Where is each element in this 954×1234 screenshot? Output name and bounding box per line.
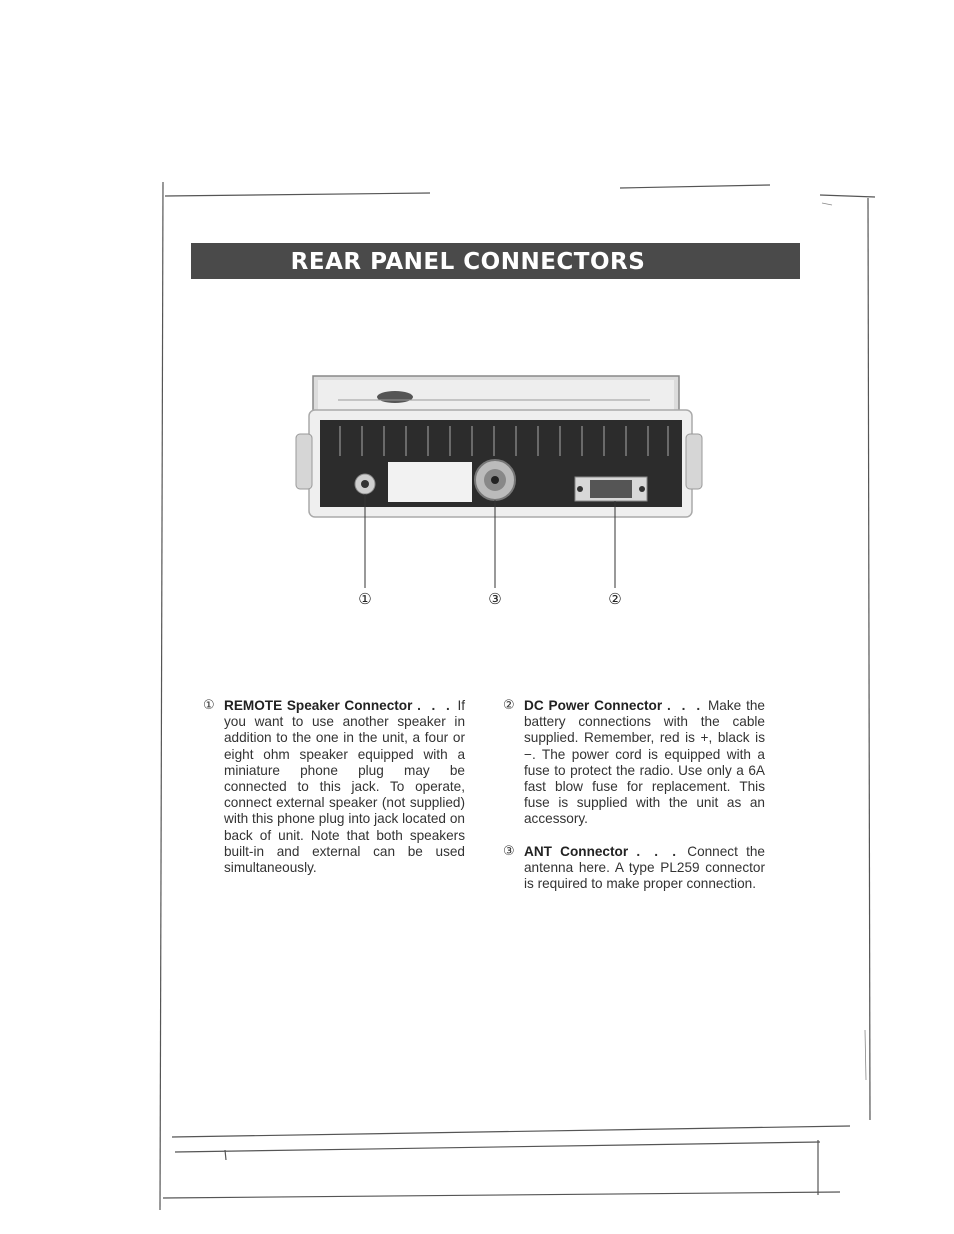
connector-item-dc-power [503, 698, 765, 828]
item-term: REMOTE Speaker Connector [224, 698, 413, 713]
connector-item-ant [503, 844, 765, 893]
left-column [203, 698, 465, 876]
item-leader-dots: . . . [417, 698, 453, 713]
item-description: Make the battery connections with the cable supplied. Remember, red is +, black is −. The power cord is equipped with a fuse to protect the radio. Use only a 6A fast blow fuse for replacement. This fuse is supplied with the unit as an accessory. [524, 698, 765, 827]
item-leader-dots: . . . [667, 698, 704, 713]
item-marker: ③ [503, 843, 515, 859]
item-leader-dots: . . . [636, 843, 680, 859]
callout-2: ② [608, 590, 622, 608]
callout-1: ① [358, 590, 372, 608]
item-marker: ① [203, 698, 215, 713]
right-column [503, 698, 765, 892]
title-banner [191, 243, 800, 279]
callout-3: ③ [488, 590, 502, 608]
rear-panel-illustration [290, 370, 710, 620]
item-term: ANT Connector [524, 843, 629, 859]
item-marker: ② [503, 698, 515, 713]
item-description: Connect the antenna here. A type PL259 connector is required to make proper connection. [524, 843, 765, 892]
item-description: If you want to use another speaker in addition to the one in the unit, a four or eight ohm speaker equipped with a miniature phone plug may be connected to this jack. To operate, connect external speaker (not supplied) with this phone plug into jack located on back of unit. Note that both speakers built-in and external can be used simultaneously. [224, 698, 466, 876]
connector-item-remote [203, 698, 465, 876]
page-title: REAR PANEL CONNECTORS [290, 249, 646, 275]
item-term: DC Power Connector [524, 698, 663, 713]
